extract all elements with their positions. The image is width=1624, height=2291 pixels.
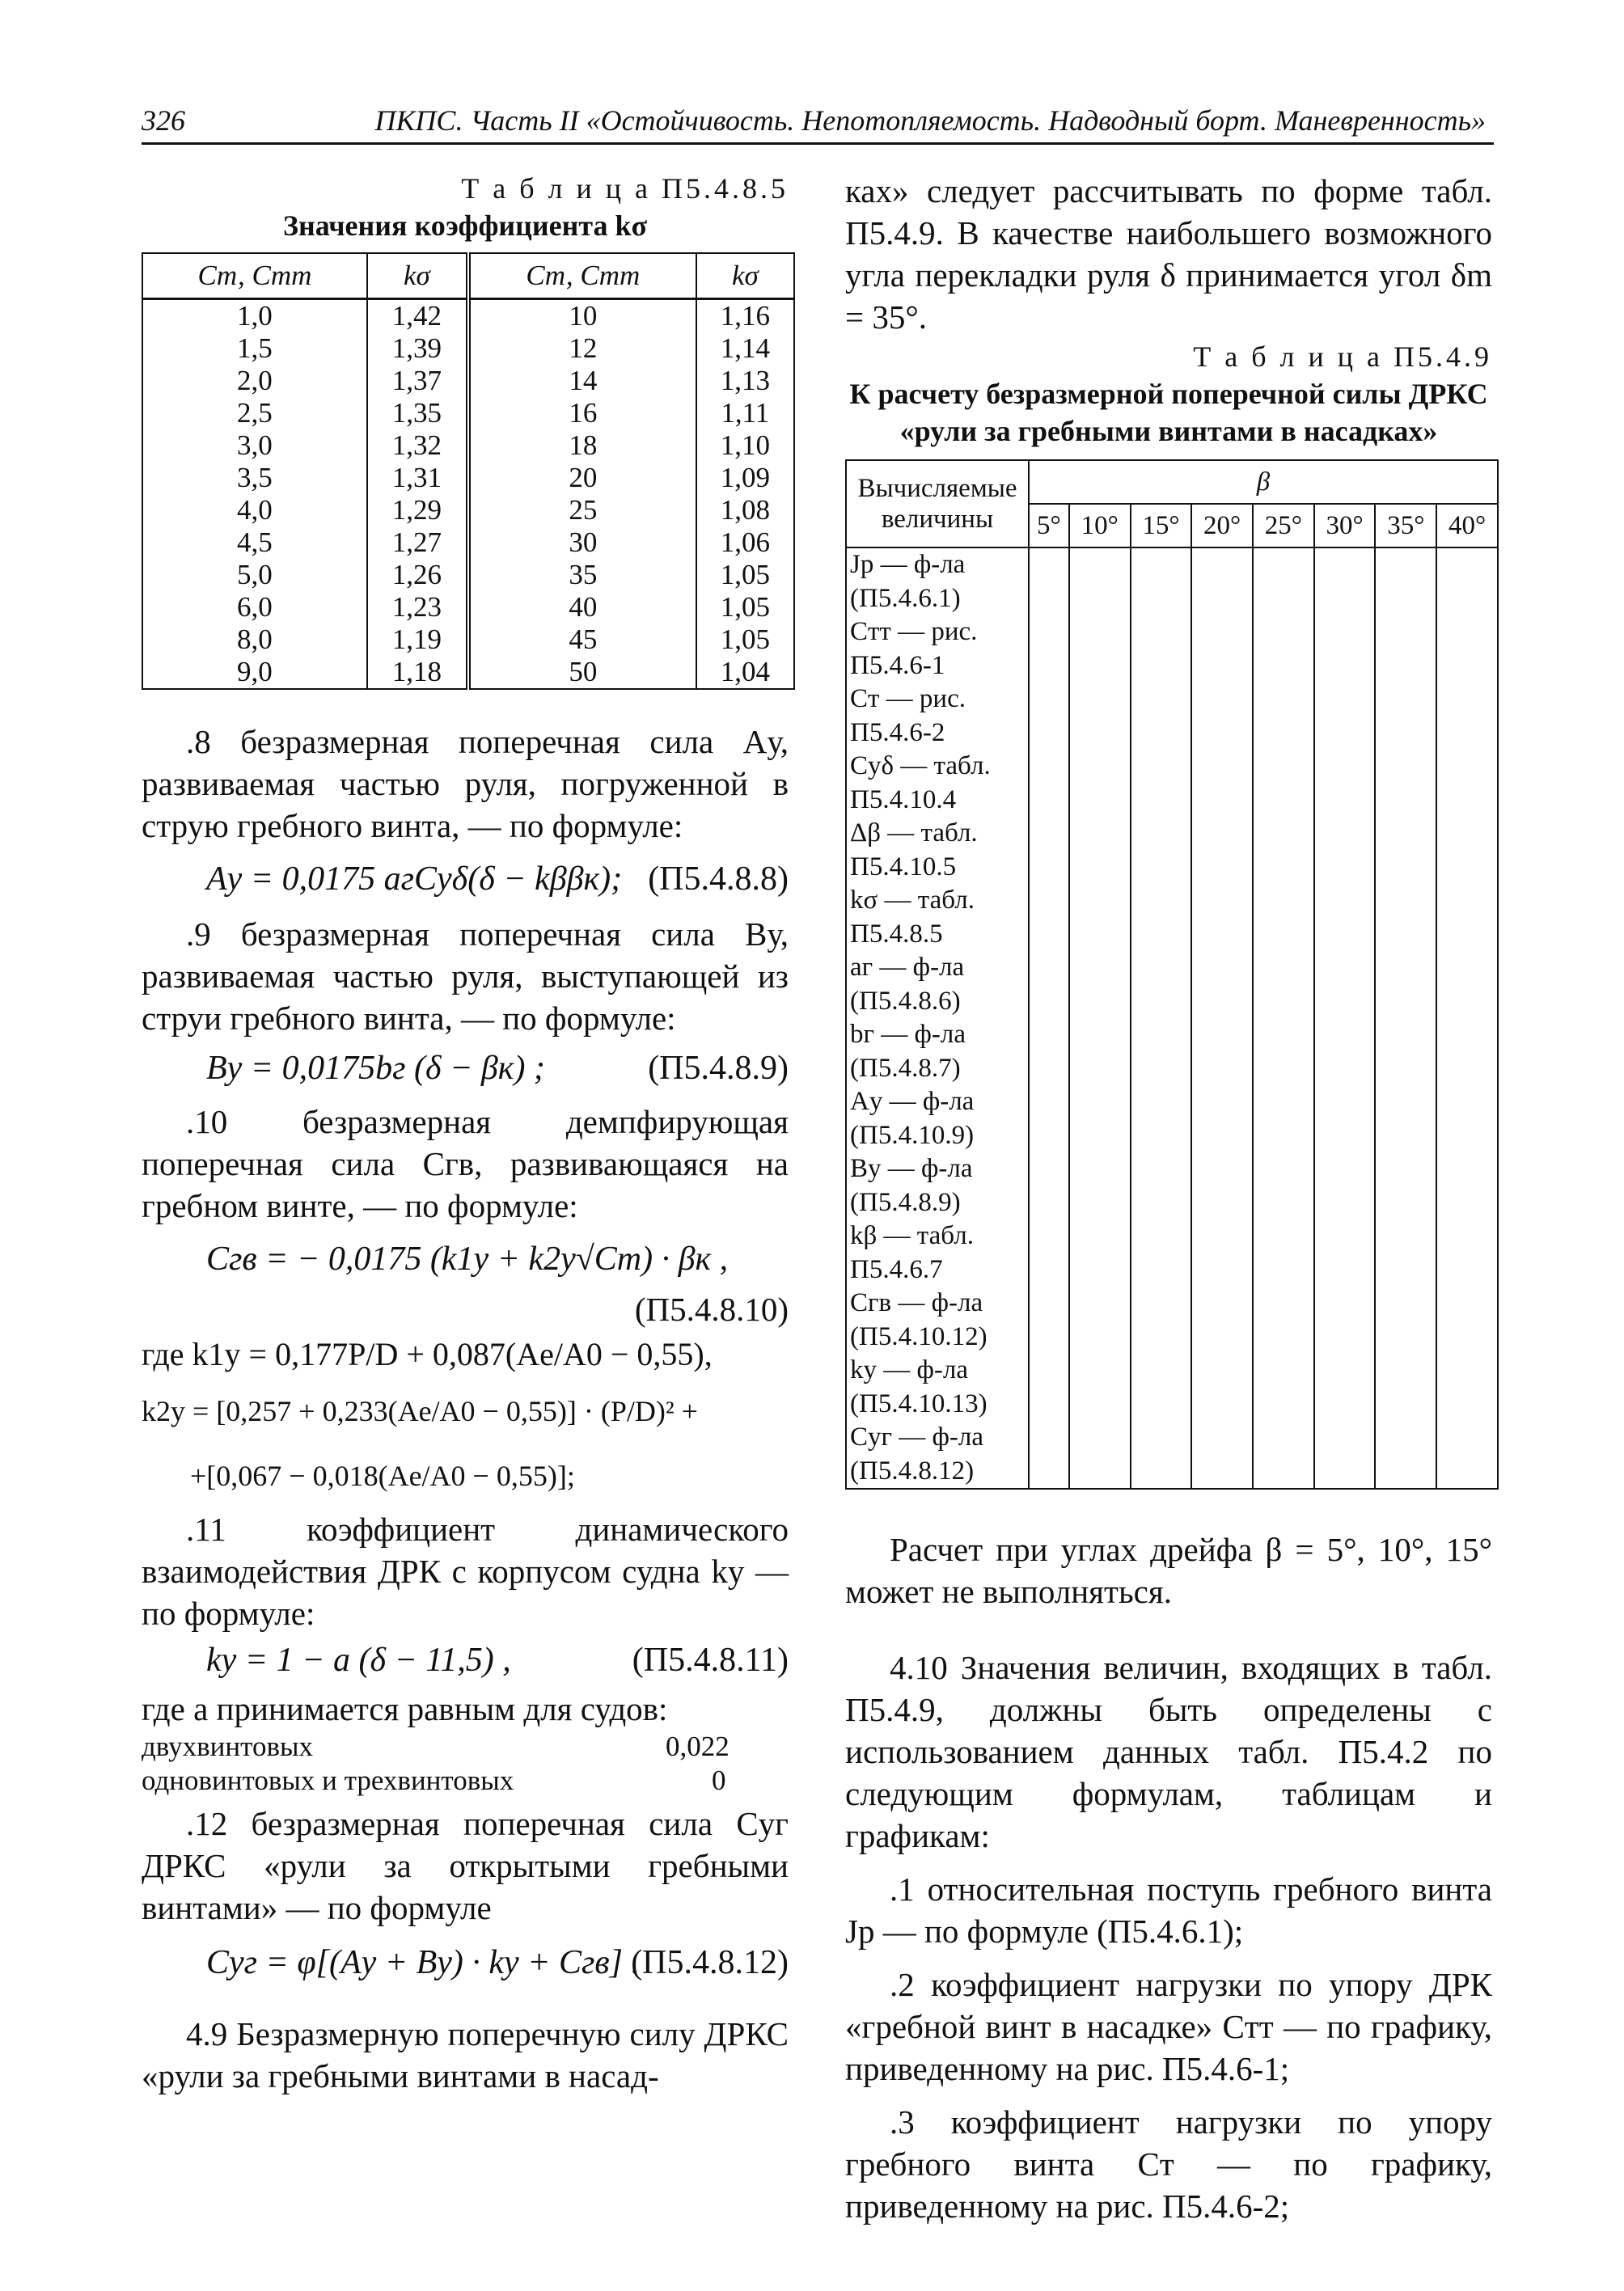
table1-header-cell: kσ [696,253,794,299]
table1-cell: 4,5 [142,526,367,559]
table1-cell: 8,0 [142,623,367,656]
table1-cell: 1,29 [367,494,468,526]
table2-angle-header: 5° [1029,504,1069,547]
table1-cell: 1,18 [367,656,468,689]
table1-row [142,591,794,623]
table2-row-label: Aу — ф-ла [850,1087,975,1116]
formula-10 [142,1232,789,1288]
paragraph-10: .10 безразмерная демпфирующая поперечная сила Cгв, развивающаяся на гребном винте, — по формуле: [142,1103,789,1224]
table2-row-label: kβ — табл. [850,1221,974,1250]
table1-cell: 1,10 [696,429,794,462]
table2-header-beta: β [1029,460,1498,504]
table2-empty-cell [1253,547,1314,1489]
table2-row-label: П5.4.6.7 [850,1254,943,1284]
paragraph-12: .12 безразмерная поперечная сила Cуг ДРКС «рули за открытыми гребными винтами» — по формуле [142,1805,789,1926]
table2-header-left-1: Вычисляемые [857,474,1017,503]
table1-row [142,656,794,689]
ship-row-2 [142,1764,789,1798]
table2-empty-cell [1191,547,1253,1489]
table1-header-cell: Cт, Cтт [142,253,367,299]
formula-8-text: Aу = 0,0175 aгCуδ(δ − kββк); [206,860,623,898]
running-title: ПКПС. Часть II «Остойчивость. Непотопляемость. Надводный борт. Маневренность» [374,104,1486,137]
table2-angle-header: 10° [1069,504,1131,547]
table1-cell: 45 [468,623,696,656]
table1-cell: 50 [468,656,696,689]
table1-cell: 30 [468,526,696,559]
table2-empty-cell [1436,547,1498,1489]
table1-row [142,462,794,494]
table1-cell: 1,05 [696,559,794,591]
table1-cell: 35 [468,559,696,591]
where-a: где a принимается равным для судов: [142,1690,668,1727]
formula-8 [142,852,789,908]
table1-header-cell: kσ [367,253,468,299]
table2-row-label: Cуг — ф-ла [850,1422,984,1452]
table1-header-cell: Cт, Cтт [468,253,696,299]
table2-header-row [846,460,1498,504]
table1-cell: 3,0 [142,429,367,462]
left-column [142,170,789,2097]
formula-9-number: (П5.4.8.9) [648,1050,789,1087]
table1-row [142,429,794,462]
formula-11-number: (П5.4.8.11) [632,1642,789,1679]
formula-12 [142,1934,789,1995]
table1-row [142,526,794,559]
table1-cell: 14 [468,365,696,397]
paragraph-4-9-cont: ках» следует рассчитывать по форме табл. П5.4.9. В качестве наибольшего возможного угла перекладки руля δ принимается угол δm = 35°. [845,172,1492,336]
formula-9 [142,1042,789,1096]
table2-empty-cell [1131,547,1192,1489]
formula-12-number: (П5.4.8.12) [631,1944,789,1981]
item-3: .3 коэффициент нагрузки по упору гребного винта Cт — по графику, приведенному на рис. П5.4.6-2; [845,2103,1492,2225]
table2-row-label: Cгв — ф-ла [850,1288,983,1317]
table1-row [142,559,794,591]
table1-cell: 1,0 [142,299,367,333]
table1-cell: 1,37 [367,365,468,397]
table2-empty-cell [1375,547,1436,1489]
table2-title-1: К расчету безразмерной поперечной силы ДРКС [849,378,1488,410]
ship-label: одновинтовых и трехвинтовых [142,1765,514,1796]
table1-row [142,494,794,526]
section-11 [142,1508,789,1798]
table2-header-left [846,460,1029,547]
section-12 [142,1803,789,1995]
table1-title: Значения коэффициента kσ [282,209,648,242]
table2-empty-cell [1069,547,1131,1489]
table1-cell: 1,39 [367,332,468,365]
table1-cell: 1,13 [696,365,794,397]
paragraph-11: .11 коэффициент динамического взаимодействия ДРК с корпусом судна kу — по формуле: [142,1511,789,1632]
table1-cell: 1,05 [696,623,794,656]
table2-angle-header: 15° [1131,504,1192,547]
table1-row [142,365,794,397]
page-header [142,104,1494,145]
paragraph-8: .8 безразмерная поперечная сила Aу, развиваемая частью руля, погруженной в струю гребного винта, — по формуле: [142,723,789,844]
table1-cell: 5,0 [142,559,367,591]
table1-cell: 18 [468,429,696,462]
table2-angle-header: 35° [1375,504,1436,547]
table1-cell: 1,42 [367,299,468,333]
table1-cell: 4,0 [142,494,367,526]
table2-row-label: (П5.4.10.9) [850,1120,975,1150]
table2-labels-cell [846,547,1029,1489]
table2-angle-header: 30° [1314,504,1376,547]
table1-cell: 1,08 [696,494,794,526]
table2-header-left-2: величины [881,505,994,534]
section-8 [142,721,789,908]
table2-row-label: bг — ф-ла [850,1020,966,1049]
table1-cell: 1,26 [367,559,468,591]
table2-row-label: П5.4.10.5 [850,852,957,881]
table1-row [142,299,794,333]
table2-row-label: Cуδ — табл. [850,751,991,780]
table1-cell: 3,5 [142,462,367,494]
table2-label: Т а б л и ц а П5.4.9 [1193,340,1492,373]
table2-row-label: П5.4.10.4 [850,784,957,814]
section-10 [142,1101,789,1508]
table2-row-label: П5.4.6-1 [850,650,945,680]
table2-row-label: Cт — рис. [850,684,966,713]
table1-cell: 1,23 [367,591,468,623]
table2-empty-cell [1314,547,1376,1489]
table1-cell: 1,04 [696,656,794,689]
table1 [142,252,795,690]
table2-title-2: «рули за гребными винтами в насадках» [899,415,1438,447]
table2-row-label: aг — ф-ла [850,953,965,982]
paragraph-9: .9 безразмерная поперечная сила Bу, развиваемая частью руля, выступающей из струи гребного винта, — по формуле: [142,915,789,1037]
table2-empty-cell [1029,547,1069,1489]
table2-body-row [846,547,1498,1489]
table1-cell: 1,32 [367,429,468,462]
table1-cell: 1,14 [696,332,794,365]
formula-10-k2-cont: +[0,067 − 0,018(Ae/A0 − 0,55)]; [190,1460,575,1492]
right-column [845,170,1492,2227]
table2-angle-header: 25° [1253,504,1314,547]
table2-row-label: (П5.4.10.13) [850,1389,988,1418]
table2-angle-header: 20° [1191,504,1253,547]
table2-row-label: (П5.4.6.1) [850,583,961,613]
table1-cell: 1,11 [696,397,794,429]
ship-value: 0 [712,1765,726,1796]
table1-cell: 1,16 [696,299,794,333]
table1-cell: 10 [468,299,696,333]
table2-row-label: Cтт — рис. [850,617,978,646]
table2-row-label: (П5.4.8.9) [850,1187,961,1217]
table1-cell: 2,5 [142,397,367,429]
table1-label: Т а б л и ц а П5.4.8.5 [461,172,789,205]
ship-value: 0,022 [666,1731,730,1762]
note-paragraph: Расчет при углах дрейфа β = 5°, 10°, 15° может не выполняться. [845,1531,1492,1610]
formula-10-k1: где k1у = 0,177P/D + 0,087(Ae/A0 − 0,55), [142,1336,713,1372]
formula-9-text: Bу = 0,0175bг (δ − βк) ; [206,1050,545,1087]
table1-row [142,623,794,656]
table2 [845,459,1499,1490]
table2-angle-header: 40° [1436,504,1498,547]
table1-cell: 20 [468,462,696,494]
table2-row-label: П5.4.6-2 [850,717,945,747]
table2-row-label: Jр — ф-ла [850,550,966,579]
item-1: .1 относительная поступь гребного винта Jр — по формуле (П5.4.6.1); [845,1870,1492,1950]
table1-cell: 1,27 [367,526,468,559]
table1-header-row [142,253,794,299]
table1-cell: 12 [468,332,696,365]
table2-row-label: (П5.4.10.12) [850,1321,988,1351]
paragraph-4-10: 4.10 Значения величин, входящих в табл. П5.4.9, должны быть определены с использованием данных табл. П5.4.2 по следующим формулам, таблицам и графикам: [845,1649,1492,1854]
table2-row-label: (П5.4.8.6) [850,986,961,1016]
table2-row-label: Δβ — табл. [850,818,978,848]
table1-row [142,332,794,365]
table1-cell: 1,19 [367,623,468,656]
table2-row-label: Bу — ф-ла [850,1154,973,1183]
formula-11-text: kу = 1 − a (δ − 11,5) , [206,1642,511,1679]
table2-row-label: (П5.4.8.12) [850,1456,975,1486]
table1-cell: 1,5 [142,332,367,365]
table2-row-label: (П5.4.8.7) [850,1053,961,1083]
table1-cell: 16 [468,397,696,429]
ship-label: двухвинтовых [142,1731,313,1762]
table1-cell: 1,06 [696,526,794,559]
table1-cell: 1,09 [696,462,794,494]
table1-cell: 1,05 [696,591,794,623]
formula-10-number: (П5.4.8.10) [634,1291,789,1328]
table1-cell: 9,0 [142,656,367,689]
page-number: 326 [142,104,185,137]
ship-row-1 [142,1730,789,1764]
formula-10-text: Cгв = − 0,0175 (k1у + k2у√Cт) · βк , [206,1241,729,1278]
item-2: .2 коэффициент нагрузки по упору ДРК «гребной винт в насадке» Cтт — по графику, приведенному на рис. П5.4.6-1; [845,1966,1492,2087]
paragraph-4-9: 4.9 Безразмерную поперечную силу ДРКС «рули за гребными винтами в насад- [142,2015,789,2094]
table2-row-label: kу — ф-ла [850,1355,968,1384]
table1-cell: 40 [468,591,696,623]
formula-12-text: Cуг = φ[(Aу + Bу) · kу + Cгв] . [206,1944,640,1981]
table1-cell: 2,0 [142,365,367,397]
table1-cell: 25 [468,494,696,526]
table1-cell: 1,35 [367,397,468,429]
formula-8-number: (П5.4.8.8) [648,860,789,898]
table1-cell: 1,31 [367,462,468,494]
table1-cell: 6,0 [142,591,367,623]
formula-10-k2: k2у = [0,257 + 0,233(Ae/A0 − 0,55)] · (P/D)² + [142,1395,698,1427]
section-9 [142,913,789,1096]
table1-row [142,397,794,429]
table2-row-label: kσ — табл. [850,886,975,915]
formula-11 [142,1634,789,1688]
table2-row-label: П5.4.8.5 [850,919,943,949]
